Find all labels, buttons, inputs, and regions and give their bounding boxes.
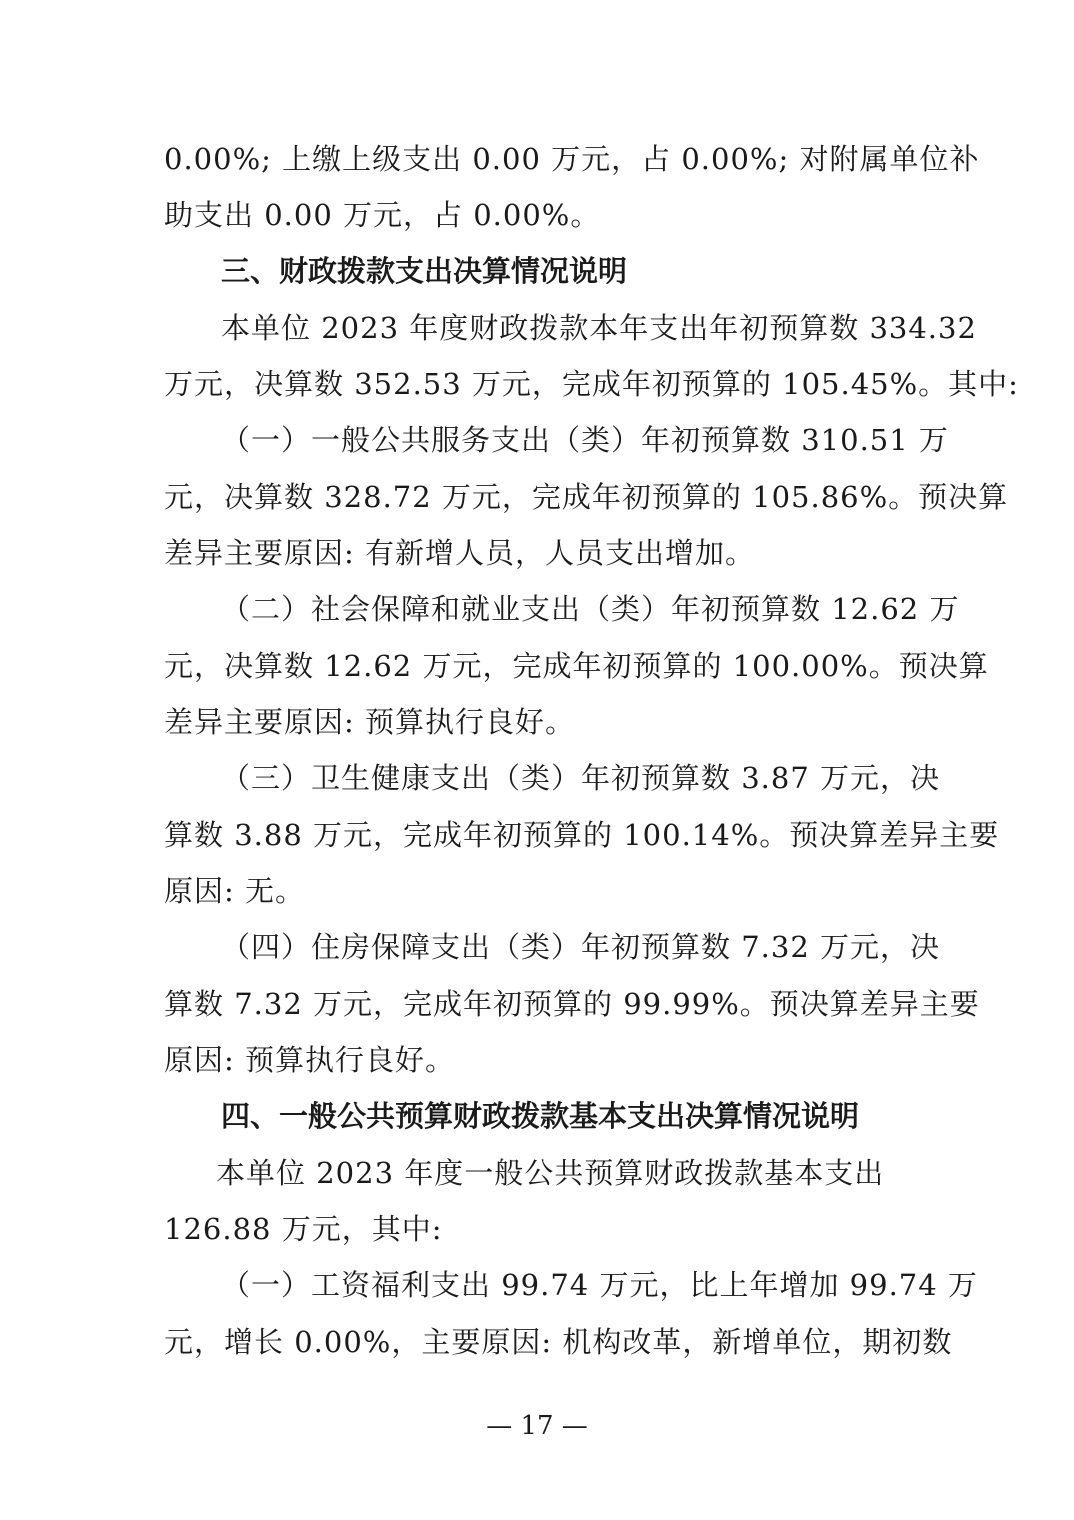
- paragraph-line: 助支出 0.00 万元，占 0.00%。: [164, 198, 601, 232]
- paragraph-line: 元，决算数 328.72 万元，完成年初预算的 105.86%。预决算: [164, 480, 1009, 514]
- paragraph-line: （三）卫生健康支出（类）年初预算数 3.87 万元，决: [221, 761, 941, 795]
- paragraph-line: 万元，决算数 352.53 万元，完成年初预算的 105.45%。其中:: [164, 367, 1019, 401]
- paragraph-line: 差异主要原因: 预算执行良好。: [164, 705, 575, 739]
- paragraph-line: 元，增长 0.00%，主要原因: 机构改革，新增单位，期初数: [164, 1325, 953, 1359]
- paragraph-line: （二）社会保障和就业支出（类）年初预算数 12.62 万: [221, 592, 960, 626]
- paragraph-line: 元，决算数 12.62 万元，完成年初预算的 100.00%。预决算: [164, 649, 989, 683]
- page-number: — 17 —: [486, 1411, 588, 1441]
- paragraph-line: 原因: 无。: [164, 874, 305, 908]
- paragraph-line: （一）工资福利支出 99.74 万元，比上年增加 99.74 万: [221, 1268, 978, 1302]
- section-heading-4: 四、一般公共预算财政拨款基本支出决算情况说明: [221, 1099, 860, 1133]
- paragraph-line: （四）住房保障支出（类）年初预算数 7.32 万元，决: [221, 930, 941, 964]
- paragraph-line: 本单位 2023 年度一般公共预算财政拨款基本支出: [216, 1156, 885, 1190]
- paragraph-line: 0.00%; 上缴上级支出 0.00 万元，占 0.00%; 对附属单位补: [164, 142, 980, 176]
- paragraph-line: （一）一般公共服务支出（类）年初预算数 310.51 万: [221, 423, 949, 457]
- paragraph-line: 本单位 2023 年度财政拨款本年支出年初预算数 334.32: [221, 311, 977, 345]
- paragraph-line: 126.88 万元，其中:: [164, 1212, 443, 1246]
- section-heading-3: 三、财政拨款支出决算情况说明: [221, 254, 628, 288]
- paragraph-line: 差异主要原因: 有新增人员，人员支出增加。: [164, 536, 755, 570]
- paragraph-line: 原因: 预算执行良好。: [164, 1043, 455, 1077]
- paragraph-line: 算数 3.88 万元，完成年初预算的 100.14%。预决算差异主要: [164, 818, 1000, 852]
- paragraph-line: 算数 7.32 万元，完成年初预算的 99.99%。预决算差异主要: [164, 987, 980, 1021]
